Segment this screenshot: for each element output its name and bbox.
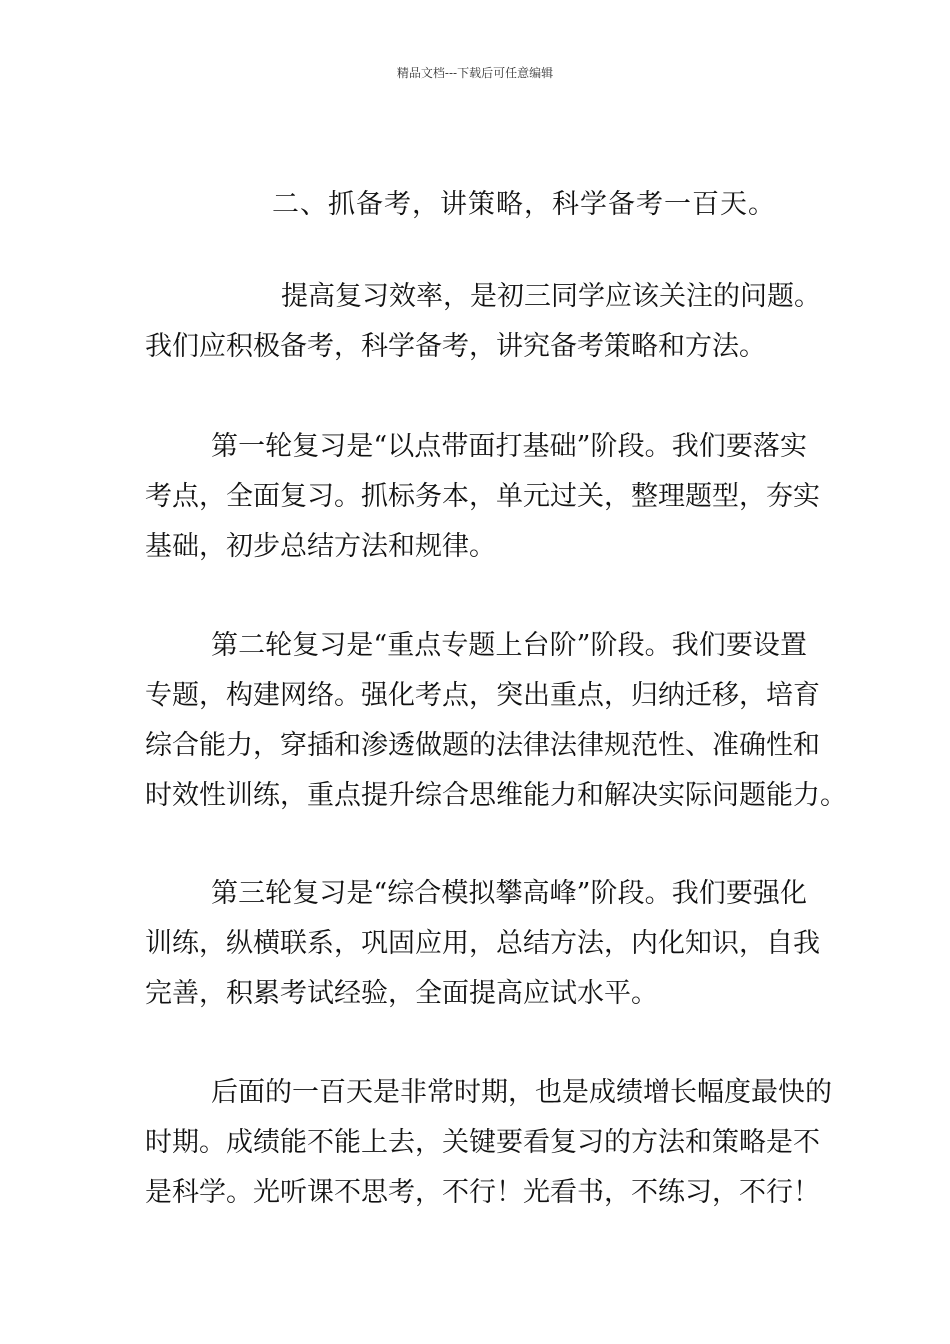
paragraph-line: 专题，构建网络。强化考点，突出重点，归纳迁移，培育 <box>145 680 820 711</box>
paragraph-line: 第二轮复习是“重点专题上台阶”阶段。我们要设置 <box>211 630 807 661</box>
paragraph-efficiency <box>145 272 821 372</box>
paragraph-line: 训练，纵横联系，巩固应用，总结方法，内化知识，自我 <box>145 928 820 959</box>
paragraph-line: 是科学。光听课不思考，不行！光看书，不练习，不行！ <box>145 1177 820 1208</box>
paragraph-line: 时效性训练，重点提升综合思维能力和解决实际问题能力。 <box>145 780 847 811</box>
paragraph-line: 基础，初步总结方法和规律。 <box>145 531 496 562</box>
paragraph-line: 综合能力，穿插和渗透做题的法律法律规范性、准确性和 <box>145 730 820 761</box>
page-header: 精品文档---下载后可任意编辑 <box>396 66 554 80</box>
paragraph-line: 后面的一百天是非常时期，也是成绩增长幅度最快的 <box>211 1077 832 1108</box>
paragraph-first-round <box>145 422 820 572</box>
paragraph-line: 时期。成绩能不能上去，关键要看复习的方法和策略是不 <box>145 1127 820 1158</box>
paragraph-line: 考点，全面复习。抓标务本，单元过关，整理题型，夯实 <box>145 481 820 512</box>
paragraph-line: 提高复习效率，是初三同学应该关注的问题。 <box>281 281 821 312</box>
paragraph-second-round <box>145 621 847 821</box>
paragraph-hundred-days <box>145 1068 832 1218</box>
paragraph-line: 第一轮复习是“以点带面打基础”阶段。我们要落实 <box>211 431 807 462</box>
paragraph-line: 我们应积极备考，科学备考，讲究备考策略和方法。 <box>145 331 766 362</box>
paragraph-line: 第三轮复习是“综合模拟攀高峰”阶段。我们要强化 <box>211 878 807 909</box>
paragraph-third-round <box>145 869 820 1019</box>
paragraph-line: 完善，积累考试经验，全面提高应试水平。 <box>145 978 658 1009</box>
section-heading: 二、抓备考，讲策略，科学备考一百天。 <box>272 189 776 220</box>
